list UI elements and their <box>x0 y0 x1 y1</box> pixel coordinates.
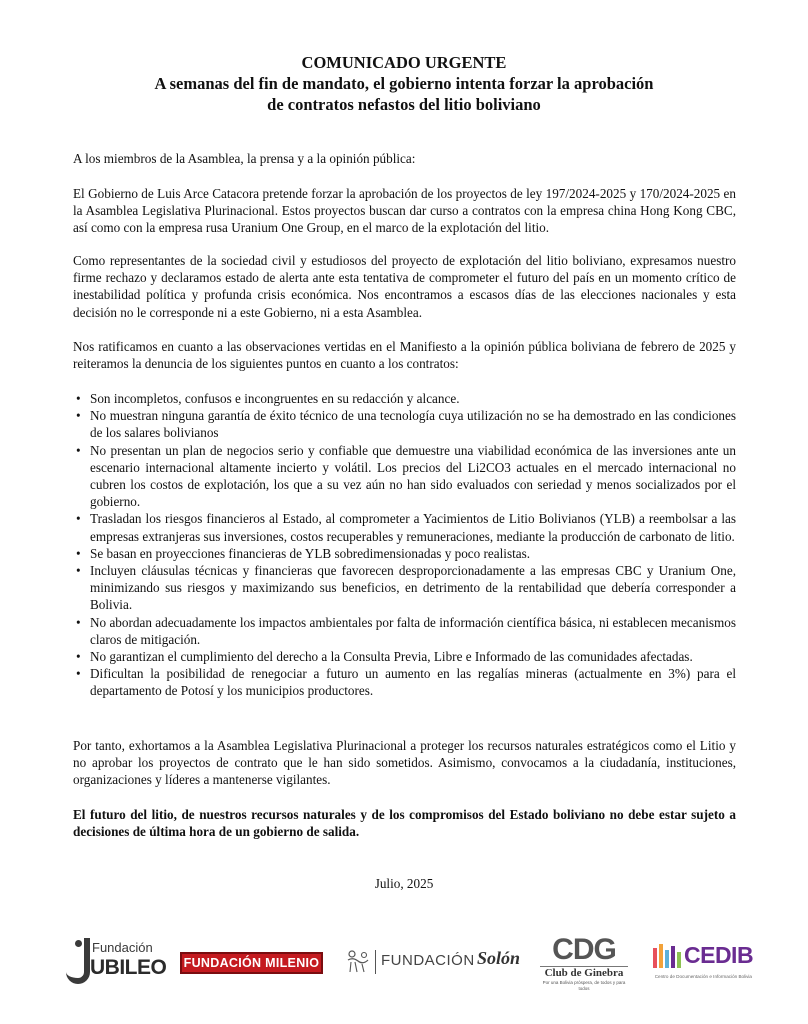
signatory-logos <box>0 932 808 992</box>
list-item: • Trasladan los riesgos financieros al Estado, al comprometer a Yacimientos de Litio Bolivianos (YLB) a reembolsar a las empresas extranjeras sus inversiones, costos recuperables y remuneraciones, mediante la producción de carbonato de litio. <box>73 510 736 544</box>
fundacion-jubileo-logo: Fundación UBILEO <box>66 938 162 988</box>
document-title: COMUNICADO URGENTE <box>301 53 507 72</box>
paragraph-3: Nos ratificamos en cuanto a las observaciones vertidas en el Manifiesto a la opinión pública boliviana de febrero de 2025 y reiteramos la denuncia de los siguientes puntos en cuanto a los contratos: <box>73 339 736 372</box>
solon-figure-icon <box>345 948 371 974</box>
greeting: A los miembros de la Asamblea, la prensa y a la opinión pública: <box>73 151 416 166</box>
list-item: • No muestran ninguna garantía de éxito técnico de una tecnología cuya utilización no se ha demostrado en las condiciones de los salares bolivianos <box>73 407 736 441</box>
cedib-bars-icon <box>652 944 682 968</box>
document-subtitle-line1: A semanas del fin de mandato, el gobierno intenta forzar la aprobación <box>154 74 654 93</box>
list-item: • No presentan un plan de negocios serio y confiable que demuestre una viabilidad económica de las inversiones ante un escenario internacional altamente incierto y volátil. Los precios del Li2CO3 actuales en el mercado internacional no cubren los costos de explotación, los que a su vez aún no han sido evaluados con seriedad y menos socializados por el gobierno. <box>73 442 736 511</box>
document-date: Julio, 2025 <box>374 876 434 891</box>
list-item: • Dificultan la posibilidad de renegociar a futuro un aumento en las regalías mineras (actualmente en 3%) para el departamento de Potosí y los municipios productores. <box>73 665 736 699</box>
paragraph-2: Como representantes de la sociedad civil y estudiosos del proyecto de explotación del litio boliviano, expresamos nuestro firme rechazo y declaramos estado de alerta ante esta tentativa de comprometer el futuro del país en un momento crítico de inestabilidad política y profunda crisis económica. Nos encontramos a escasos días de las elecciones nacionales y esta decisión no le corresponde ni a este Gobierno, ni a esta Asamblea. <box>73 253 736 320</box>
club-de-ginebra-logo: CDG Club de Ginebra Por una Bolivia próspera, de todos y para todos <box>540 934 628 992</box>
paragraph-1: El Gobierno de Luis Arce Catacora pretende forzar la aprobación de los proyectos de ley 197/2024-2025 y 170/2024-2025 en la Asamblea Legislativa Plurinacional. Estos proyectos buscan dar curso a contratos con la empresa china Hong Kong CBC, así como con la empresa rusa Uranium One Group, en el marco de la explotación del litio. <box>73 186 736 236</box>
closing-statement: El futuro del litio, de nuestros recursos naturales y de los compromisos del Estado boliviano no debe estar sujeto a decisiones de última hora de un gobierno de salida. <box>73 807 736 840</box>
list-item: • Son incompletos, confusos e incongruentes en su redacción y alcance. <box>73 390 736 407</box>
list-item: • No abordan adecuadamente los impactos ambientales por falta de información científica básica, ni establecen mecanismos claros de mitigación. <box>73 614 736 648</box>
contract-objections-list <box>73 390 736 700</box>
list-item: • Se basan en proyecciones financieras de YLB sobredimensionadas y poco realistas. <box>73 545 736 562</box>
paragraph-4: Por tanto, exhortamos a la Asamblea Legislativa Plurinacional a proteger los recursos naturales estratégicos como el Litio y no aprobar los proyectos de contrato que le han sido sometidos. Asimismo, convocamos a la ciudadanía, instituciones, organizaciones y líderes a mantenerse vigilantes. <box>73 738 736 788</box>
fundacion-solon-logo: FUNDACIÓN Solón <box>345 946 520 978</box>
fundacion-milenio-logo: FUNDACIÓN MILENIO <box>180 952 323 974</box>
document-subtitle-line2: de contratos nefastos del litio boliviano <box>267 95 541 114</box>
list-item: • No garantizan el cumplimiento del derecho a la Consulta Previa, Libre e Informado de las comunidades afectadas. <box>73 648 736 665</box>
list-item: • Incluyen cláusulas técnicas y financieras que favorecen desproporcionadamente a las empresas CBC y Uranium One, minimizando sus riesgos y maximizando sus beneficios, en detrimento de la rentabilidad que debería corresponder a Bolivia. <box>73 562 736 614</box>
cedib-logo: CEDIB Centro de Documentación e Información Bolivia <box>650 940 750 990</box>
